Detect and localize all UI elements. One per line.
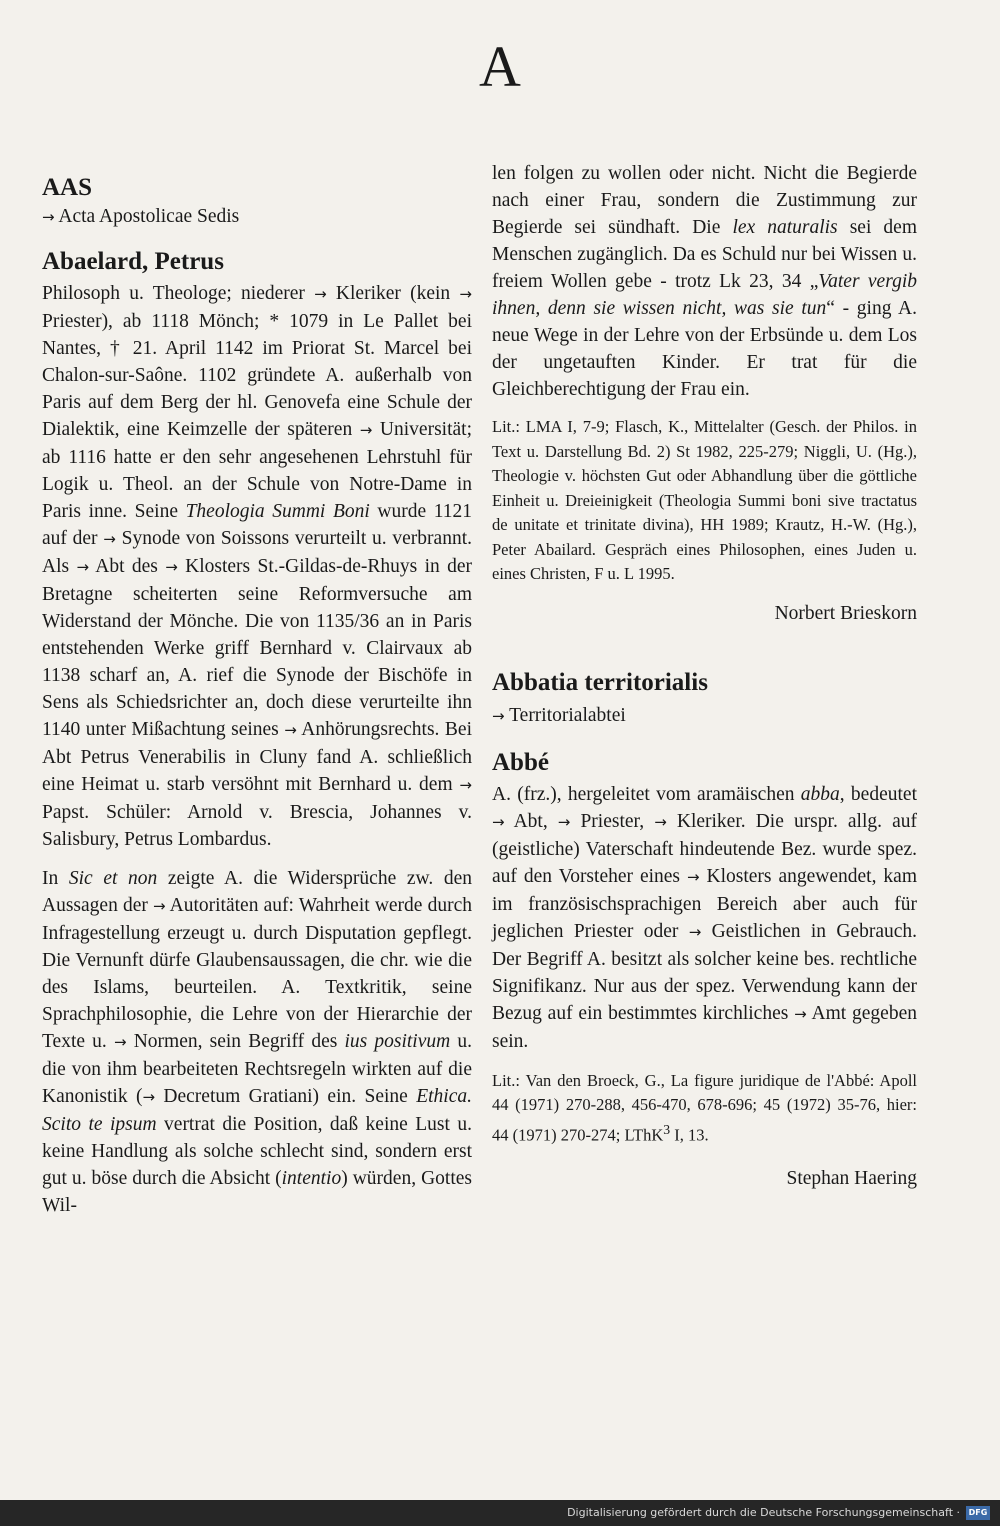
text: Lit.: Van den Broeck, G., La figure juridique de l'Abbé: Apoll 44 (1971) 270-288, 456-470, 678-696; 45 (1972) 35-76, hier: 44 (1971) 270-274; LThK xyxy=(492,1070,917,1144)
author-abaelard: Norbert Brieskorn xyxy=(774,602,917,624)
arrow-icon: → xyxy=(165,558,178,576)
arrow-icon: → xyxy=(284,721,297,739)
text: Amt gegeben sein. xyxy=(492,1002,917,1052)
abaelard-continuation xyxy=(492,160,917,403)
headword-abaelard: Abaelard, Petrus xyxy=(42,248,224,275)
arrow-icon: → xyxy=(359,421,373,439)
xref-text[interactable]: Territorialabtei xyxy=(509,704,626,726)
arrow-icon: → xyxy=(459,776,472,794)
text: A. (frz.), hergeleitet vom aramäischen xyxy=(492,783,801,805)
dfg-logo-icon: DFG xyxy=(966,1506,990,1520)
literature-abbe xyxy=(492,1069,917,1148)
text: Philosoph u. Theologe; niederer xyxy=(42,283,315,304)
abaelard-paragraph-1 xyxy=(42,280,472,853)
arrow-icon: → xyxy=(492,812,505,831)
arrow-icon: → xyxy=(103,530,116,548)
text: len folgen zu wollen oder nicht. Nicht die Begierde nach einer Frau, sondern die Zustimmung zur Begierde sei sündhaft. Die xyxy=(492,163,917,238)
text: Klosters angewendet, kam im französischsprachigen Bereich aber auch für jeglichen Priester oder xyxy=(492,865,918,942)
text: Abt des xyxy=(89,556,166,577)
text: u. die von ihm bearbeiteten Rechtsregeln wirkten auf die Kanonistik ( xyxy=(42,1031,472,1107)
italic-term: abba xyxy=(800,783,840,805)
text: zeigte A. die Widersprüche zw. den Aussagen der xyxy=(42,868,472,916)
arrow-icon: → xyxy=(113,1033,127,1051)
text: Abt, xyxy=(504,810,558,832)
section-letter: A xyxy=(479,34,521,99)
cross-reference-aas xyxy=(42,204,472,230)
headword-abbe: Abbé xyxy=(492,748,549,776)
text: Klosters St.-Gildas-de-Rhuys in der Bretagne scheiterten seine Reformversuche am Widerstand der Mönche. Die von 1135/36 an in Paris entstehenden Werke griff Bernhard v. Clairvaux ab 1138 scharf an, A. rief die Synode der Bischöfe in Sens als Schiedsrichter an, doch diese verurteilte ihn 1140 unter Mißachtung seines xyxy=(42,556,473,740)
arrow-icon: → xyxy=(153,897,166,915)
italic-title: Ethica. Scito te ipsum xyxy=(42,1086,472,1135)
text: ) würden, Gottes Wil- xyxy=(42,1168,472,1216)
italic-term: ius positivum xyxy=(344,1031,451,1052)
xref-text[interactable]: Acta Apostolicae Sedis xyxy=(58,206,240,227)
text: Normen, sein Begriff des xyxy=(126,1031,345,1052)
arrow-icon: → xyxy=(76,558,90,576)
arrow-icon: → xyxy=(654,812,667,831)
text: Synode von Soissons verurteilt u. verbrannt. Als xyxy=(42,528,472,577)
footer-text: Digitalisierung gefördert durch die Deutsche Forschungsgemeinschaft · xyxy=(567,1506,960,1519)
abbe-paragraph xyxy=(492,781,917,1055)
abaelard-paragraph-2 xyxy=(42,865,472,1219)
right-column xyxy=(492,160,917,1192)
text: Papst. Schüler: Arnold v. Brescia, Johannes v. Salisbury, Petrus Lombardus. xyxy=(42,802,472,850)
italic-term: intentio xyxy=(281,1168,342,1189)
text: sei dem Menschen zugänglich. Da es Schuld nur bei Wissen u. freiem Wollen gebe - trotz Lk 23, 34 „ xyxy=(492,217,917,292)
text: wurde 1121 auf der xyxy=(42,501,472,549)
cross-reference-abbatia xyxy=(492,703,917,729)
text: In xyxy=(42,868,69,889)
text: Autoritäten auf: Wahrheit werde durch Infragestellung erzeugt u. durch Disputation gepflegt. Die Vernunft dürfe Glaubensaussagen, die chr. wie die des Islams, beurteilen. A. Textkritik, seine Sprachphilosophie, die Lehre von der Hierarchie der Texte u. xyxy=(42,895,472,1052)
arrow-icon: → xyxy=(42,208,55,226)
text: Priester), ab 1118 Mönch; * 1079 in Le Pallet bei Nantes, † 21. April 1142 im Priorat St. Marcel bei Chalon-sur-Saône. 1102 gründete A. außerhalb von Paris auf dem Berg der hl. Genovefa eine Schule der Dialektik, eine Keimzelle der späteren xyxy=(42,311,472,440)
italic-quote: Vater vergib ihnen, denn sie wissen nicht, was sie tun xyxy=(492,271,917,319)
text: Priester, xyxy=(570,810,655,832)
author-abbe: Stephan Haering xyxy=(786,1167,917,1189)
text: “ - ging A. neue Wege in der Lehre von der Erbsünde u. dem Los der ungetauften Kinder. Er trat für die Gleichberechtigung der Frau ein. xyxy=(492,298,917,400)
text: Geistlichen in Gebrauch. Der Begriff A. besitzt als solcher keine bes. rechtliche Signifikanz. Nur aus der spez. Verwendung kann der Bezug auf ein bestimmtes kirchliches xyxy=(492,920,918,1024)
headword-aas: AAS xyxy=(42,174,93,201)
text: Universität; ab 1116 hatte er den sehr angesehenen Lehrstuhl für Logik u. Theol. an der Schule von Notre-Dame in Paris inne. Seine xyxy=(42,419,472,522)
text: Kleriker. Die urspr. allg. auf (geistliche) Vaterschaft hindeutende Bez. wurde spez. auf den Vorsteher eines xyxy=(492,810,917,887)
arrow-icon: → xyxy=(688,922,702,941)
text: Anhörungsrechts. Bei Abt Petrus Venerabilis in Cluny fand A. schließlich eine Heimat u. starb versöhnt mit Bernhard u. dem xyxy=(42,719,473,795)
literature-abaelard: Lit.: LMA I, 7-9; Flasch, K., Mittelalter (Gesch. der Philos. in Text u. Darstellung Bd. 2) St 1982, 225-279; Niggli, U. (Hg.), Theologie v. höchsten Gut oder Abhandlung über die göttliche Einheit u. Dreieinigkeit (Theologia Summi boni sive tractatus de unitate et trinitate divina), HH 1989; Krautz, H.-W. (Hg.), Peter Abailard. Gespräch eines Philosophen, eines Juden u. eines Christen, F u. L 1995. xyxy=(492,417,917,583)
arrow-icon: → xyxy=(686,867,700,886)
italic-title: Sic et non xyxy=(68,868,158,889)
text: vertrat die Position, daß keine Lust u. keine Handlung als solche schlecht sind, sondern erst gut u. böse durch die Absicht ( xyxy=(42,1114,472,1189)
text: , bedeutet xyxy=(839,783,917,805)
edition-superscript: 3 xyxy=(663,1121,671,1137)
arrow-icon: → xyxy=(459,285,472,303)
italic-title: Theologia Summi Boni xyxy=(185,501,370,522)
text: Decretum Gratiani) ein. Seine xyxy=(155,1086,417,1107)
digitization-footer xyxy=(0,1500,1000,1526)
arrow-icon: → xyxy=(794,1004,807,1023)
arrow-icon: → xyxy=(557,812,571,831)
arrow-icon: → xyxy=(314,285,327,303)
arrow-icon: → xyxy=(492,706,505,725)
text: Kleriker (kein xyxy=(326,283,460,304)
italic-term: lex naturalis xyxy=(732,217,838,238)
headword-abbatia: Abbatia territorialis xyxy=(492,668,708,696)
text: I, 13. xyxy=(670,1125,709,1144)
left-column xyxy=(42,160,472,1219)
arrow-icon: → xyxy=(142,1088,156,1106)
